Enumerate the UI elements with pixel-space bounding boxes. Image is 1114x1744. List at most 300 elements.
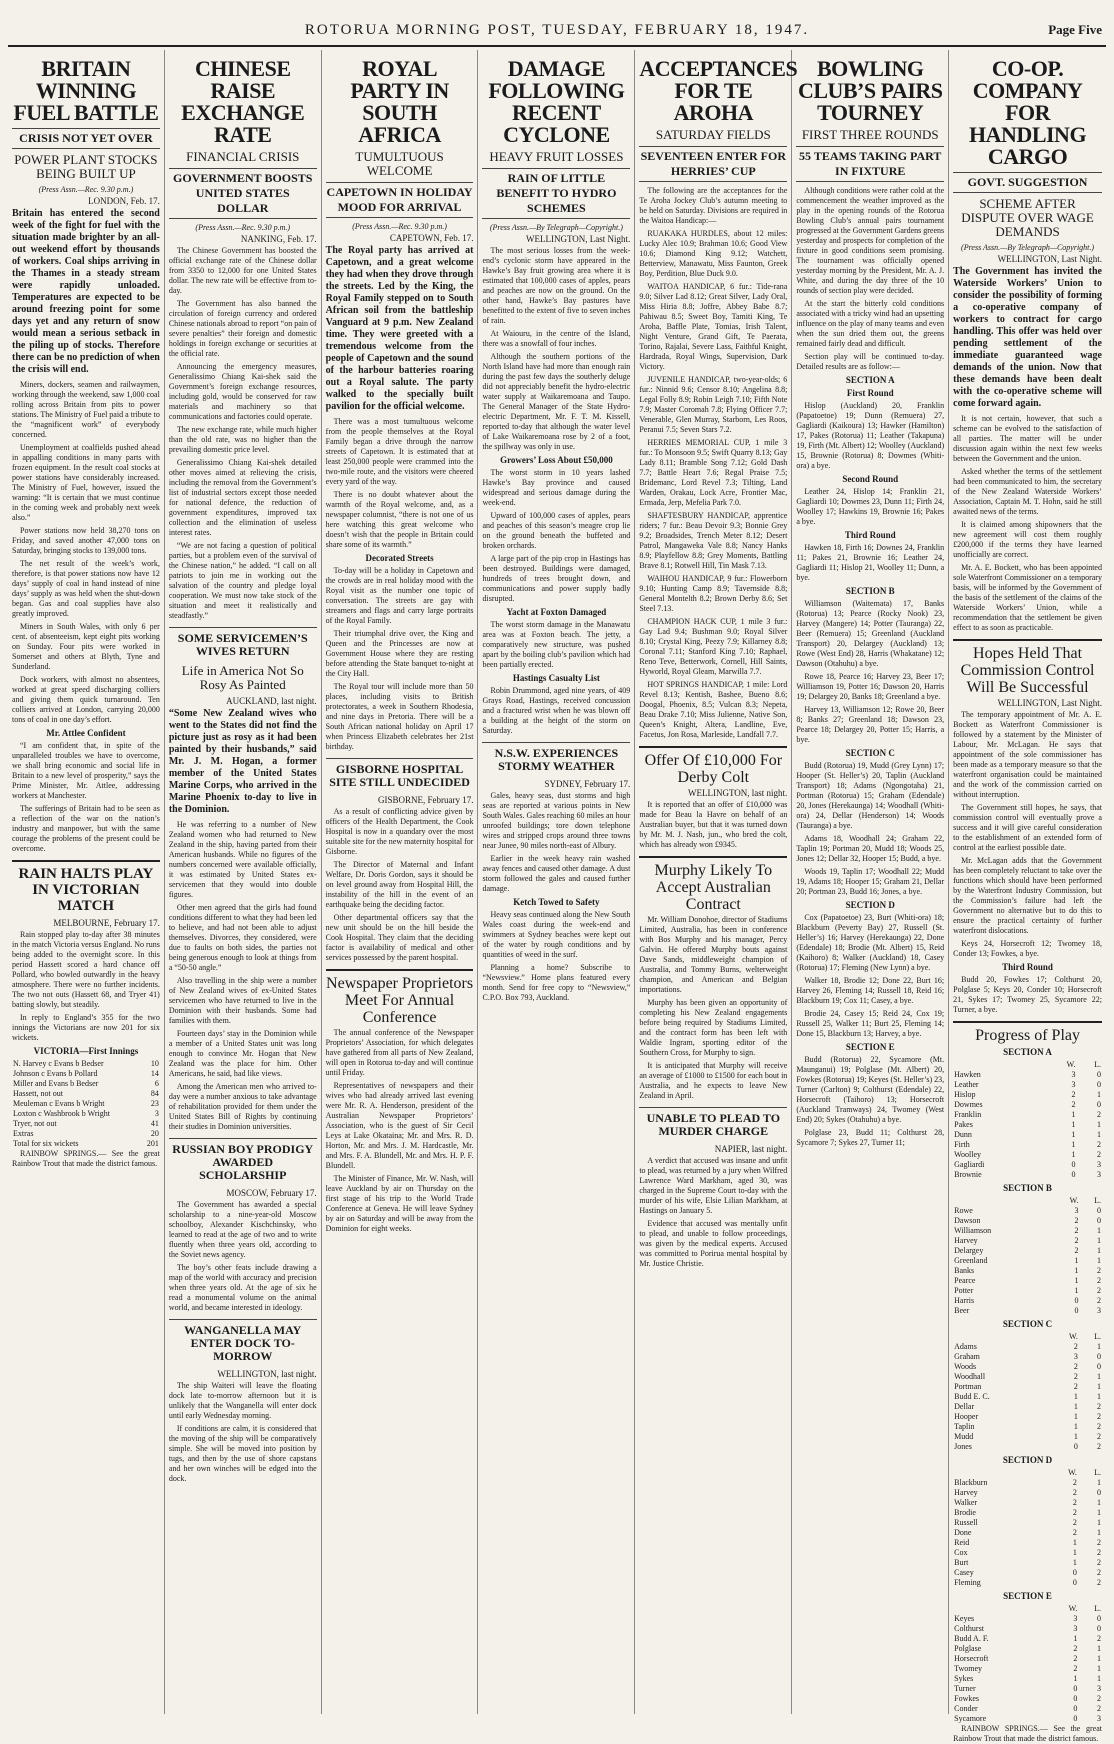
player-name: Banks <box>954 1266 975 1275</box>
section-heading: SECTION E <box>845 1042 895 1052</box>
deck-britain-1: CRISIS NOT YET OVER <box>12 128 160 149</box>
paragraph: The Director of Maternal and Infant Welfare, Dr. Doris Gordon, says it should be on level ground away from Hospital Hill, the instability of the hill in the event of an earthquake being the deciding factor. <box>325 860 474 909</box>
wins: 1 <box>1071 1150 1076 1159</box>
losses: 1 <box>1096 1342 1101 1351</box>
wins: 2 <box>1074 1236 1079 1245</box>
player-name: Gagliardi <box>954 1160 985 1169</box>
headline-derby: Offer Of £10,000 For Derby Colt <box>639 746 787 786</box>
place: CAPETOWN, Feb. 17. <box>389 233 474 243</box>
results: Budd 20, Fowkes 17; Colthurst 20, Polglase 5; Keys 20, Conder 10; Horsecroft 21, Sykes 17; Twomey 25, Sycamore 22; Turner, a bye. <box>953 975 1102 1014</box>
standings-row <box>953 1140 1102 1150</box>
player-name: Dawson <box>954 1216 981 1225</box>
losses: 0 <box>1096 1100 1101 1109</box>
batsman: Loxton c Washbrook b Wright <box>13 1109 110 1118</box>
wins: 0 <box>1074 1306 1079 1315</box>
wins: 3 <box>1073 1624 1078 1633</box>
standings-row <box>953 1170 1102 1180</box>
wins: 3 <box>1073 1614 1078 1623</box>
place: NAPIER, last night. <box>714 1144 788 1154</box>
headline-newspaper: Newspaper Proprietors Meet For Annual Conference <box>326 969 474 1026</box>
player-name: Sycamore <box>954 1714 987 1723</box>
paragraph: Announcing the emergency measures, Generalissimo Chiang Kai-shek said the Government’s foreign exchange resources, including gold, would be conserved for raw materials and machinery so that communications and factories could operate. <box>168 362 317 421</box>
paragraph: Asked whether the terms of the settlement had been communicated to him, the secretary of the New Zealand Waterside Workers’ Association, Captain M. T. Hohn, said he still awaited news of the terms. <box>953 467 1102 516</box>
round-heading: Third Round <box>1002 962 1053 972</box>
player-name: Cox <box>954 1548 968 1557</box>
advertisement: Planning a home? Subscribe to “Newsview.” Home plans featured every month. Send for free copy to “Newsview,” C.P.O. Box 793, Auckland. <box>482 963 631 1002</box>
player-name: Twomey <box>954 1664 983 1673</box>
wins: 0 <box>1071 1170 1076 1179</box>
wins: 0 <box>1072 1578 1077 1587</box>
place: WELLINGTON, Last Night. <box>525 234 631 244</box>
headline-britain: BRITAIN WINNING FUEL BATTLE <box>13 56 159 125</box>
paragraph: Power stations now held 38,270 tons on Friday, and saved another 47,000 tons on Saturday, bringing stocks to 139,000 tons. <box>12 526 160 555</box>
paragraph: If conditions are calm, it is considered that the moving of the ship will be comparatively simple. She will be moved into position by tugs, and then by the use of shore capstans and her own winches will be edged into the dock. <box>168 1424 317 1483</box>
batsman: Tryer, not out <box>13 1119 57 1128</box>
wins: 3 <box>1071 1070 1076 1079</box>
headline-commission: Hopes Held That Commission Control Will Be Successful <box>953 639 1102 696</box>
standings-row <box>953 1432 1102 1442</box>
wins: 2 <box>1072 1488 1077 1497</box>
standings-row <box>953 1110 1102 1120</box>
standings-row <box>953 1568 1102 1578</box>
standings-row <box>953 1266 1102 1276</box>
paragraph: Heavy seas continued along the New South Wales coast during the week-end and swimmers at Sydney beaches were kept out of the water by rough conditions and by quantities of weed in the surf. <box>482 910 631 959</box>
paragraph: Unemployment at coalfields pushed ahead in appalling conditions in many parts with frozen equipment. In the result coal stocks at power stations have considerably increased. The Ministry of Fuel, however, issued the warning: “It is certain that we must continue in the coming week and probably next week also.” <box>12 443 160 522</box>
section-heading: SECTION C <box>1002 1319 1053 1329</box>
player-name: Graham <box>954 1352 980 1361</box>
column-header: L. <box>1094 1060 1101 1069</box>
dateline: (Press Assn.—By Telegraph—Copyright.) <box>961 243 1095 252</box>
headline-china: CHINESE RAISE EXCHANGE RATE <box>181 56 305 147</box>
headline-aroha: ACCEPTANCES FOR TE AROHA <box>639 56 798 125</box>
losses: 1 <box>1096 1674 1101 1683</box>
standings-row <box>953 1402 1102 1412</box>
subheading: Hastings Casualty List <box>512 673 600 683</box>
dateline: (Press Assn.—Rec. 9.30 p.m.) <box>195 223 291 232</box>
results: Budd (Rotorua) 19, Mudd (Grey Lynn) 17; Hooper (St. Heller’s) 20, Taplin (Auckland Transport) 18; Adams (Ngongotaha) 21, Portman (Rotorua) 15; Graham (Edendale) 20, Jones (Herekaunga) 14; Woodhall (Whiti-ora) 24, Dellar (Henderson) 14; Woods (Tauranga) a bye. <box>796 761 945 830</box>
standings-row <box>953 1100 1102 1110</box>
deck-cyclone-1: HEAVY FRUIT LOSSES <box>489 149 624 164</box>
player-name: Polglase <box>954 1644 982 1653</box>
standings-row <box>953 1286 1102 1296</box>
paragraph: The Government has awarded a special scholarship to a nine-year-old Moscow schoolboy, Alexander Kischchinsky, who learned to read at the age of two and to write fluently when three years old, according to the Soviet news agency. <box>168 1200 317 1259</box>
wins: 1 <box>1073 1432 1078 1441</box>
standings-row <box>953 1306 1102 1316</box>
standings-row <box>953 1538 1102 1548</box>
losses: 1 <box>1096 1498 1101 1507</box>
standings-row <box>953 1528 1102 1538</box>
headline-murphy: Murphy Likely To Accept Australian Contract <box>639 856 787 913</box>
standings-row <box>953 1342 1102 1352</box>
losses: 1 <box>1096 1090 1101 1099</box>
deck-royal-2: CAPETOWN IN HOLIDAY MOOD FOR ARRIVAL <box>326 182 474 218</box>
standings-row <box>953 1412 1102 1422</box>
runs: 10 <box>150 1059 159 1068</box>
wins: 0 <box>1073 1442 1078 1451</box>
batsman: Hassett, not out <box>13 1089 63 1098</box>
paragraph: The net result of the week’s work, therefore, is that power stations now have 12 days’ supply of coal in hand instead of nine days’ supply as was held when the shut-down began. Gas and coal supplies have also greatly improved. <box>12 559 160 618</box>
player-name: Done <box>954 1528 972 1537</box>
page-number: Page Five <box>1048 22 1102 37</box>
wins: 1 <box>1074 1276 1079 1285</box>
headline-coop: CO-OP. COMPANY FOR HANDLING CARGO <box>969 56 1087 169</box>
round-heading: First Round <box>846 388 894 398</box>
paragraph: It is reported that an offer of £10,000 was made for Beau la Havre on behalf of an Australian buyer, but that it was turned down by Mr. M. J. Nash, jun., who bred the colt, which has already won £9345. <box>639 800 788 849</box>
subheading: Ketch Towed to Safety <box>513 897 600 907</box>
column-header: W. <box>1066 1060 1076 1069</box>
standings-row <box>953 1276 1102 1286</box>
standings-row <box>953 1160 1102 1170</box>
losses: 2 <box>1096 1432 1101 1441</box>
place: GISBORNE, February 17. <box>377 795 474 805</box>
paragraph: The new exchange rate, while much higher than the old rate, was no higher than the prevailing domestic price level. <box>168 425 317 454</box>
paragraph: He was referring to a number of New Zealand women who had returned to New Zealand in the ship, having parted from their American husbands. While no figures of the numbers concerned were available officially, it was estimated by United States ex-servicemen that they would into double figures. <box>168 820 317 899</box>
losses: 0 <box>1096 1216 1101 1225</box>
losses: 2 <box>1096 1422 1101 1431</box>
lead-paragraph: Britain has entered the second week of the fight for fuel with the situation made brighter by an all-out weekend effort by thousands of workers. Coal ships arriving in the Thames in a steady stream were rapidly unloaded. Temperatures are expected to be around freezing point for some days yet and any return of snow would mean a serious setback in the piling up of stocks. Therefore there can be no prediction of when the crisis will end. <box>12 208 160 375</box>
subheading: Yacht at Foxton Damaged <box>506 607 607 617</box>
player-name: Brodie <box>954 1508 976 1517</box>
wins: 1 <box>1071 1120 1076 1129</box>
paragraph: Miners, dockers, seamen and railwaymen, working through the weekend, saw 1,000 coal rolling across Britain from pits to power stations. The Ministry of Fuel paid a tribute to the “magnificent work” of everybody concerned. <box>12 380 160 439</box>
wins: 1 <box>1072 1538 1077 1547</box>
losses: 2 <box>1096 1694 1101 1703</box>
losses: 2 <box>1096 1286 1101 1295</box>
losses: 2 <box>1096 1558 1101 1567</box>
losses: 1 <box>1096 1644 1101 1653</box>
standings-row <box>953 1684 1102 1694</box>
player-name: Adams <box>954 1342 977 1351</box>
losses: 2 <box>1096 1634 1101 1643</box>
losses: 1 <box>1096 1528 1101 1537</box>
scorecard-row <box>12 1119 160 1129</box>
paragraph: CHAMPION HACK CUP, 1 mile 3 fur.: Gay Lad 9.4; Bushman 9.0; Royal Silver 8.10; Crystal King, Peezy 7.9; Killarney 8.8; Coronal 7.11; Stanford King 7.10; Raphael, Reno Teve, Betterwork, Cornell, Hill Saints, Hyworld, Royal Gleam, Marwilla 7.7. <box>639 617 788 676</box>
standings-row <box>953 1206 1102 1216</box>
paragraph: Mr. McLagan adds that the Government has been completely reluctant to take over the functions which should have been performed by the Waterfront Industry Commission, but the Commission’s failure had left the Government no alternative but to do this to ensure the practical certainty of further waterfront dislocations. <box>953 856 1102 935</box>
losses: 0 <box>1096 1362 1101 1371</box>
player-name: Keyes <box>954 1614 975 1623</box>
losses: 2 <box>1096 1266 1101 1275</box>
scorecard-row <box>12 1109 160 1119</box>
wins: 1 <box>1071 1140 1076 1149</box>
paragraph: There was a most tumultuous welcome from the people themselves at the Royal Family began a drive through the narrow streets of Capetown. It is estimated that at least 250,000 people were crammed into the two-mile route, and the visitors were cheered every yard of the way. <box>325 417 474 486</box>
player-name: Dunn <box>954 1130 972 1139</box>
headline-wanganella: WANGANELLA MAY ENTER DOCK TO-MORROW <box>169 1319 317 1363</box>
wins: 3 <box>1074 1206 1079 1215</box>
wins: 0 <box>1074 1296 1079 1305</box>
paragraph: Rain stopped play to-day after 38 minutes in the match Victoria versus England. No runs being added to the overnight score. In this period Hassett scored a hard chance off Pollard, who bowled outwardly in the heavy atmosphere. There were no further incidents. The two not outs (Hassett 68, and Tryer 41) batting slowly, but steadily. <box>12 930 160 1009</box>
runs: 6 <box>154 1079 159 1088</box>
standings-row <box>953 1508 1102 1518</box>
results: Williamson (Waitemata) 17, Banks (Rotorua) 13; Pearce (Rocky Nook) 23, Harvey (Mangere) 14; Potter (Tauranga) 22, Beer (Remuera) 15; Greenland (Auckland Transport) 20, Delargey (Auckland) 13; Rowe (West End) 28, Harris (Whakatane) 12; Dawson (Otahuhu) a bye. <box>796 599 945 668</box>
wins: 2 <box>1073 1362 1078 1371</box>
footer-ad: RAINBOW SPRINGS.— See the great Rainbow Trout that made the district famous. <box>953 1724 1102 1743</box>
wins: 2 <box>1073 1372 1078 1381</box>
standings-table <box>953 1604 1102 1724</box>
paragraph: The Government still hopes, he says, that commission control will eventually prove a success and it will give careful consideration to the establishment of an extended form of control at the earliest possible date. <box>953 803 1102 852</box>
player-name: Fowkes <box>954 1694 980 1703</box>
standings-row <box>953 1382 1102 1392</box>
wins: 0 <box>1073 1704 1078 1713</box>
results: Walker 18, Brodie 12; Done 22, Burt 16; Harvey 26, Fleming 14; Russell 18, Reid 16; Blackburn 19; Cox 11; Casey, a bye. <box>796 976 945 1005</box>
lead-paragraph: “Some New Zealand wives who went to the States did not find the picture just as rosy as it had been painted by their husbands,” said Mr. J. M. Hogan, a former member of the United States Marine Corps, who arrived in the Marine Phoenix to-day to live in the Dominion. <box>168 708 317 815</box>
paragraph: It is not certain, however, that such a scheme can be evolved to the satisfaction of all parties. The matter will be under discussion again within the next few weeks between the Government and the union. <box>953 414 1102 463</box>
dateline: (Press Assn.—Rec. 9.30 p.m.) <box>38 185 134 194</box>
section-heading: SECTION C <box>845 748 895 758</box>
player-name: Colthurst <box>954 1624 984 1633</box>
paragraph: WAITOA HANDICAP, 6 fur.: Tide-rana 9.0; Silver Lad 8.12; Great Silver, Lady Oral, Miss Hiria 8.8; Joffre, Abbey Babe 8.7; Pahiwau 8.5; Sweet Boy, Tamiti King, Te Aroha, Baffle Plate, Tomias, Irish Talent, Night Venture, Grand Gift, Te Paerata, Torino, Rajalai, Severe Lass, Faithful Knight, Hardrada, Royal Wings, Supervision, Dark Victory. <box>639 282 788 371</box>
player-name: Walker <box>954 1498 978 1507</box>
losses: 1 <box>1096 1256 1101 1265</box>
round-heading: Second Round <box>842 474 899 484</box>
player-name: Firth <box>954 1140 970 1149</box>
standings-row <box>953 1216 1102 1226</box>
wins: 2 <box>1074 1226 1079 1235</box>
player-name: Reid <box>954 1538 970 1547</box>
deck-wives: Life in America Not So Rosy As Painted <box>181 663 304 692</box>
player-name: Harvey <box>954 1488 978 1497</box>
standings-row <box>953 1654 1102 1664</box>
runs: 41 <box>150 1119 159 1128</box>
standings-row <box>953 1674 1102 1684</box>
standings-row <box>953 1548 1102 1558</box>
batsman: Miller and Evans b Bedser <box>13 1079 99 1088</box>
losses: 1 <box>1096 1392 1101 1401</box>
standings-header <box>953 1604 1102 1614</box>
player-name: Hooper <box>954 1412 979 1421</box>
place: AUCKLAND, last night. <box>226 696 317 706</box>
player-name: Woods <box>954 1362 977 1371</box>
place: SYDNEY, February 17. <box>544 779 631 789</box>
player-name: Brownie <box>954 1170 982 1179</box>
losses: 0 <box>1096 1070 1101 1079</box>
headline-gisborne: GISBORNE HOSPITAL SITE STILL UNDECIDED <box>326 758 474 789</box>
lead-paragraph: The following are the acceptances for the Te Aroha Jockey Club’s autumn meeting to be held on Saturday. Divisions are required in the Waitoa Handicap:— <box>639 186 788 225</box>
masthead <box>0 0 1114 38</box>
column-header: L. <box>1094 1468 1101 1477</box>
losses: 3 <box>1096 1160 1101 1169</box>
paragraph: HOT SPRINGS HANDICAP, 1 mile: Lord Revel 8.13; Kentish, Bashee, Bueno 8.6; Doogal, Phoenix, 8.5; Vulcan 8.3; Nepeta, Beau Drake 7.10; Miss Julienne, Native Son, Queen’s Knight, Altera, Landline, Eve, Facetus, Jon Rosa, Marleside, Landfall 7.7. <box>639 680 788 739</box>
losses: 1 <box>1096 1654 1101 1663</box>
scorecard-row <box>12 1139 160 1149</box>
deck-coop-1: GOVT. SUGGESTION <box>953 172 1102 193</box>
losses: 3 <box>1096 1170 1101 1179</box>
column-6 <box>792 50 949 1714</box>
lead-paragraph: Although conditions were rather cold at the commencement the weather improved as the play in the opening rounds of the Rotorua Bowling Club’s annual pairs tournament progressed at the Government Gardens greens yesterday and prospects for completion of the fixture in good conditions seem promising. The tournament was officially opened yesterday morning by the President, Mr. A. J. White, and during the day three of the 10 rounds of section play were decided. <box>796 186 945 295</box>
place: WELLINGTON, last night. <box>687 788 788 798</box>
wins: 1 <box>1073 1674 1078 1683</box>
results: Hawken 18, Firth 16; Downes 24, Franklin 11; Pakes 21, Brownie 16; Leather 24, Gagliardi 11; Hislop 21, Woolley 11; Dunn, a bye. <box>796 543 945 582</box>
standings-table <box>953 1332 1102 1452</box>
paragraph: Representatives of newspapers and their wives who had already arrived last evening were Mr. R. A. Henderson, president of the Australian Newspaper Proprietors’ Association, who is the guest of Sir Cecil Leys at Lake Okataina; Mr. and Mrs. R. D. Horton, Mr. and Mrs. J. M. Hardcastle, Mr. and Mrs. F. A. Blundell, Mr. and Mrs. H. P. F. Blundell. <box>325 1081 474 1170</box>
player-name: Harvey <box>954 1236 978 1245</box>
deck-china-1: FINANCIAL CRISIS <box>186 149 300 164</box>
player-name: Woolley <box>954 1150 982 1159</box>
losses: 2 <box>1096 1110 1101 1119</box>
paragraph: In reply to England’s 355 for the two innings the Victorians are now 201 for six wickets. <box>12 1013 160 1042</box>
wins: 2 <box>1073 1654 1078 1663</box>
paragraph: “I am confident that, in spite of the unparalleled troubles we have to overcome, we shall bring economic and social life in Britain to a new level of prosperity,” says the Prime Minister, Mr. Attlee, addressing workers at Manchester. <box>12 741 160 800</box>
paragraph: The ship Waiteri will leave the floating dock late to-morrow afternoon but it is unlikely that the Wanganella will enter dock until early Wednesday morning. <box>168 1381 317 1420</box>
losses: 0 <box>1096 1080 1101 1089</box>
player-name: Mudd <box>954 1432 974 1441</box>
player-name: Blackburn <box>954 1478 988 1487</box>
wins: 1 <box>1073 1422 1078 1431</box>
headline-bowling: BOWLING CLUB’S PAIRS TOURNEY <box>797 56 943 125</box>
column-header <box>953 1332 1051 1342</box>
batsman: Extras <box>13 1129 34 1138</box>
section-heading: SECTION A <box>845 375 895 385</box>
player-name: Pearce <box>954 1276 976 1285</box>
paragraph: Their triumphal drive over, the King and Queen and the Princesses are now at Government House where they are resting before attending the State banquet to-night at the City Hall. <box>325 629 474 678</box>
paragraph: The Royal tour will include more than 50 places, including visits to British protectorates, a week in Southern Rhodesia, and nine days in Pretoria. There will be a South African national holiday on April 17 when Princess Elizabeth celebrates her 21st birthday. <box>325 682 474 751</box>
section-heading: SECTION D <box>845 900 895 910</box>
standings-row <box>953 1256 1102 1266</box>
standings-row <box>953 1704 1102 1714</box>
batsman: Johnson c Evans b Pollard <box>13 1069 98 1078</box>
player-name: Hislop <box>954 1090 976 1099</box>
wins: 2 <box>1071 1100 1076 1109</box>
wins: 1 <box>1073 1402 1078 1411</box>
dateline: (Press Assn.—By Telegraph—Copyright.) <box>489 223 623 232</box>
place: NANKING, Feb. 17. <box>240 234 317 244</box>
section-heading: SECTION B <box>1003 1183 1052 1193</box>
losses: 0 <box>1096 1624 1101 1633</box>
scorecard-row <box>12 1099 160 1109</box>
wins: 3 <box>1071 1080 1076 1089</box>
paragraph: The annual conference of the Newspaper Proprietors’ Association, for which delegates have gathered from all parts of New Zealand, will open in Rotorua to-day and will continue until Friday. <box>325 1028 474 1077</box>
losses: 2 <box>1096 1568 1101 1577</box>
paragraph: Although the southern portions of the North Island have had more than enough rain during the past few days the southerly deluge did not appreciably benefit the hydro-electric water supply at Waikaremoana and Taupo. The General Manager of the State Hydro-electric Department, Mr. F. T. M. Kissell, reported to-day that although the water level of Lake Waikaremoana rose by 2 of a foot, the spillway was only in use. <box>482 352 631 451</box>
losses: 2 <box>1096 1704 1101 1713</box>
deck-china-2: GOVERNMENT BOOSTS UNITED STATES DOLLAR <box>169 168 317 219</box>
headline-wives: SOME SERVICEMEN’S WIVES RETURN <box>169 627 317 658</box>
column-4 <box>478 50 635 1714</box>
scorecard-row <box>12 1079 160 1089</box>
player-name: Dellar <box>954 1402 975 1411</box>
standings-row <box>953 1518 1102 1528</box>
lead-paragraph: The Government has invited the Waterside Workers’ Union to consider the possibility of forming a co-operative company of workers to contract for cargo handling. This offer was held over pending settlement of the immediate guaranteed wage demands of the union. Now that these demands have been dealt with the co-operative scheme will come forward again. <box>953 266 1102 409</box>
subheading: Mr. Attlee Confident <box>46 728 126 738</box>
column-header: L. <box>1094 1332 1101 1341</box>
standings-row <box>953 1372 1102 1382</box>
deck-aroha-1: SATURDAY FIELDS <box>655 127 771 142</box>
lead-paragraph: The most serious losses from the week-end’s cyclonic storm have appeared in the Hawke’s Bay fruit growing area where it is estimated that 100,000 cases of apples, pears and peaches are now on the ground. On the other hand, Hawke’s Bay pastures have benefitted to the extent of five to seven inches of rain. <box>482 246 631 325</box>
wins: 0 <box>1073 1714 1078 1723</box>
runs: 201 <box>146 1139 159 1148</box>
paragraph: Miners in South Wales, with only 6 per cent. of absenteeism, kept eight pits working on Sunday. Four pits were worked in Somerset and others at Blyth, Tyne and Sunderland. <box>12 622 160 671</box>
runs: 84 <box>150 1089 159 1098</box>
paragraph: Upward of 100,000 cases of apples, pears and peaches of this season’s meagre crop lie on the ground beneath the buffeted and broken orchards. <box>482 511 631 550</box>
column-header: L. <box>1094 1604 1101 1613</box>
losses: 2 <box>1096 1548 1101 1557</box>
wins: 2 <box>1073 1342 1078 1351</box>
paragraph: A large part of the pip crop in Hastings has been destroyed. Buildings were damaged, hundreds of trees brought down, and communications and power supply badly disrupted. <box>482 554 631 603</box>
wins: 1 <box>1074 1266 1079 1275</box>
results: Leather 24, Hislop 14; Franklin 21, Gagliardi 10; Dowmes 23, Dunn 11; Firth 24, Woolley 17; Hawkins 19, Brownie 16; Pakes a bye. <box>796 487 945 526</box>
losses: 2 <box>1096 1442 1101 1451</box>
paragraph: Section play will be continued to-day. Detailed results are as follow:— <box>796 352 945 371</box>
paragraph: “We are not facing a question of political parties, but a problem even of the survival of the Chinese nation,” he added. “I call on all patriots to join me in working out the salvation of the country and pledge loyal cooperation. We must now take stock of the situation and meet it realistically and steadfastly.” <box>168 541 317 620</box>
column-header: W. <box>1069 1332 1078 1341</box>
wins: 1 <box>1073 1634 1078 1643</box>
paragraph: Among the American men who arrived to-day were a number anxious to take advantage of rehabilitation provided for them under the United States Bill of Rights by continuing their studies in Dominion universities. <box>168 1082 317 1131</box>
player-name: Dowmes <box>954 1100 983 1109</box>
standings-header <box>953 1468 1102 1478</box>
results: Cox (Papatoetoe) 23, Burt (Whiti-ora) 18; Blackburn (Peverty Bay) 27, Russell (St. Heller’s) 16; Harvey (Herekaunga) 22, Done (Edendale) 18; Brodie (Mt. Albert) 15, Reid (Kaihoro) 8; Walker (Auckland) 18, Casey (Rotorua) 17; Fleming (New Lynn) a bye. <box>796 913 945 972</box>
section-heading: SECTION D <box>1002 1455 1053 1465</box>
wins: 0 <box>1073 1684 1078 1693</box>
standings-row <box>953 1226 1102 1236</box>
headline-russia: RUSSIAN BOY PRODIGY AWARDED SCHOLARSHIP <box>169 1138 317 1182</box>
batsman: N. Harvey c Evans b Bedser <box>13 1059 104 1068</box>
paragraph: To-day will be a holiday in Capetown and the crowds are in real holiday mood with the Royal visit as the number one topic of conversation. The streets are gay with streamers and flags and carry large portraits of the Royal Family. <box>325 566 474 625</box>
place: WELLINGTON, Last Night. <box>997 254 1102 264</box>
player-name: Burt <box>954 1558 969 1567</box>
losses: 2 <box>1096 1296 1101 1305</box>
headline-unable: UNABLE TO PLEAD TO MURDER CHARGE <box>639 1107 787 1138</box>
paragraph: Evidence that accused was mentally unfit to plead, and unable to follow proceedings, was given by the medical experts. Accused was committed to Porirua mental hospital by Mr. Justice Christie. <box>639 1219 788 1268</box>
paragraph: The worst storm damage in the Manawatu area was at Foxton beach. The jetty, a comparatively new structure, was pushed apart by the boiling club’s pavilion which had been partially erected. <box>482 620 631 669</box>
paragraph: The temporary appointment of Mr. A. E. Bockett as Waterfront Commissioner is followed by a statement by the Minister of Labour, Mr. McLagan. He says that appointment of the sole commissioner has been made as a temporary measure so that the waterfront organisation could be maintained and the work of the commission carried on without interruption. <box>953 710 1102 799</box>
losses: 3 <box>1096 1714 1101 1723</box>
standings-row <box>953 1362 1102 1372</box>
results: Keys 24, Horsecroft 12; Twomey 18, Conder 13; Fowkes, a bye. <box>953 939 1102 958</box>
paragraph: Robin Drummond, aged nine years, of 409 Grays Road, Hastings, received concussion and a fractured wrist when he was blown off a building at the height of the storm on Saturday. <box>482 686 631 735</box>
standings-row <box>953 1664 1102 1674</box>
dateline: (Press Assn.—Rec. 9.30 p.m.) <box>352 222 447 231</box>
player-name: Turner <box>954 1684 976 1693</box>
column-header: W. <box>1068 1604 1078 1613</box>
wins: 1 <box>1072 1548 1077 1557</box>
losses: 1 <box>1096 1518 1101 1527</box>
paragraph: SHAFTESBURY HANDICAP, apprentice riders; 7 fur.: Beau Devoir 9.3; Bonnie Grey 9.2; Broadsides, Trench Meter 8.12; Desert Patrol, Mangaweka Vale 8.8; Nancy Hanks 8.9; Playfellow 8.8; Grey Moments, Battling Brave 8.1; Rotwell Hill, Tin Mask 7.13. <box>639 511 788 570</box>
player-name: Delargey <box>954 1246 984 1255</box>
wins: 0 <box>1073 1694 1078 1703</box>
standings-row <box>953 1624 1102 1634</box>
losses: 1 <box>1096 1236 1101 1245</box>
place: MELBOURNE, February 17. <box>53 918 160 928</box>
standings-row <box>953 1578 1102 1588</box>
column-header: W. <box>1069 1196 1079 1205</box>
player-name: Horsecroft <box>954 1654 989 1663</box>
column-header: W. <box>1068 1468 1077 1477</box>
column-3 <box>322 50 479 1714</box>
wins: 2 <box>1072 1508 1077 1517</box>
standings-row <box>953 1296 1102 1306</box>
deck-royal-1: TUMULTUOUS WELCOME <box>355 149 444 178</box>
paragraph: Other men agreed that the girls had found conditions different to what they had been led to believe, and had not been able to adjust themselves. Divorces, they considered, were due to faults on both sides, the parties not being generous enough to look at things from a “50-50 angle.” <box>168 903 317 972</box>
losses: 1 <box>1096 1508 1101 1517</box>
losses: 0 <box>1096 1206 1101 1215</box>
player-name: Rowe <box>954 1206 973 1215</box>
deck-coop-2: SCHEME AFTER DISPUTE OVER WAGE DEMANDS <box>961 196 1094 239</box>
results: Brodie 24, Casey 15; Reid 24, Cox 19; Russell 25, Walker 11; Burt 25, Fleming 14; Done 15, Blackburn 13; Harvey, a bye. <box>796 1009 945 1038</box>
wins: 1 <box>1073 1412 1078 1421</box>
column-2 <box>165 50 322 1714</box>
standings-header <box>953 1060 1102 1070</box>
standings-row <box>953 1442 1102 1452</box>
player-name: Potter <box>954 1286 974 1295</box>
losses: 2 <box>1096 1578 1101 1587</box>
scorecard-row <box>12 1089 160 1099</box>
results: Budd (Rotorua) 22, Sycamore (Mt. Maunganui) 19; Polglase (Mt. Albert) 20, Fowkes (Rotorua) 19; Keyes (St. Heller’s) 23, Turner (Carlton) 9; Colthurst (Edendale) 22, Horsecroft (Taihoro) 13; Horsecroft (Auckland Tramways) 24, Twomey (West End) 20; Sykes (Otahuhu) a bye. <box>796 1055 945 1124</box>
wins: 1 <box>1071 1130 1076 1139</box>
column-header: L. <box>1094 1196 1101 1205</box>
paragraph: Fourteen days’ stay in the Dominion while a member of a United States unit was long enough to convince Mr. Hogan that New Zealand was the place for him. Other Americans, he said, had like views. <box>168 1029 317 1078</box>
losses: 1 <box>1096 1478 1101 1487</box>
headline-nsw: N.S.W. EXPERIENCES STORMY WEATHER <box>482 742 630 773</box>
